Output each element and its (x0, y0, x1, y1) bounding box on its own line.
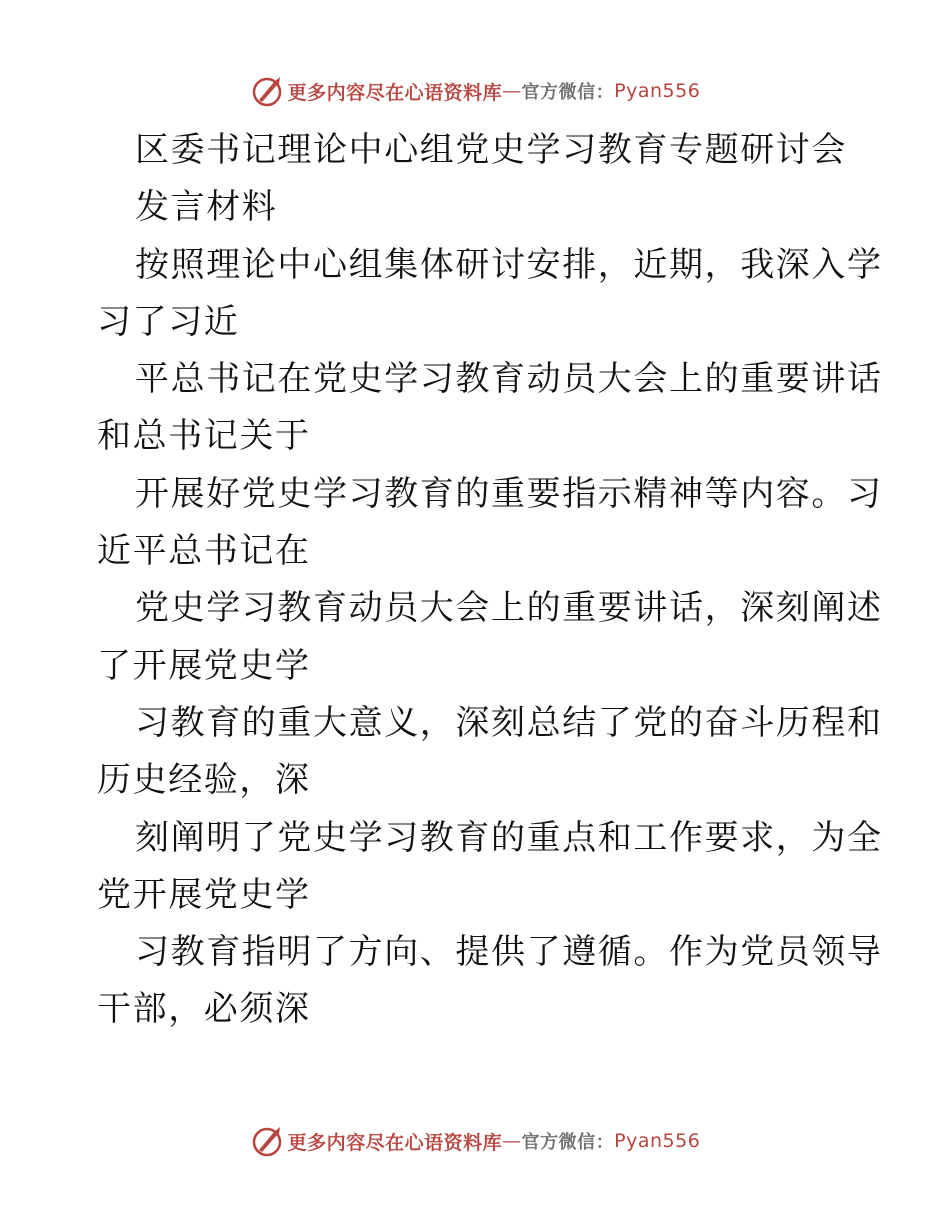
paragraph-line: 平总书记在党史学习教育动员大会上的重要讲话 (135, 359, 883, 400)
paragraph-line: 干部，必须深 (97, 989, 311, 1030)
paragraph-line: 和总书记关于 (97, 416, 311, 457)
paragraph-line: 了开展党史学 (97, 645, 311, 686)
paragraph-line: 习教育的重大意义，深刻总结了党的奋斗历程和 (135, 702, 883, 743)
document-body (97, 122, 883, 1039)
watermark-prefix: 更多内容尽在心语资料库 (287, 1131, 503, 1154)
paragraph-line: 近平总书记在 (97, 531, 311, 572)
paragraph-line: 习了习近 (97, 301, 240, 342)
watermark-account: Pyan556 (614, 1130, 701, 1152)
header-watermark (0, 71, 950, 111)
doc-title-line-1: 区委书记理论中心组党史学习教育专题研讨会 (135, 130, 847, 170)
quill-pen-logo-icon (250, 1124, 284, 1158)
watermark-label: 官方微信： (521, 1132, 615, 1153)
watermark-dash: — (502, 1130, 522, 1152)
paragraph-line: 开展好党史学习教育的重要指示精神等内容。习 (135, 473, 883, 514)
paragraph-line: 按照理论中心组集体研讨安排，近期，我深入学 (135, 244, 883, 285)
paragraph-line: 历史经验，深 (97, 760, 311, 801)
watermark-label: 官方微信： (521, 82, 615, 103)
watermark-account: Pyan556 (614, 80, 701, 102)
watermark-prefix: 更多内容尽在心语资料库 (287, 81, 503, 104)
watermark-dash: — (502, 80, 522, 102)
footer-watermark (0, 1121, 950, 1161)
quill-pen-logo-icon (250, 74, 284, 108)
paragraph-line: 刻阐明了党史学习教育的重点和工作要求，为全 (135, 817, 883, 858)
paragraph-line: 习教育指明了方向、提供了遵循。作为党员领导 (135, 932, 883, 973)
doc-title-line-2: 发言材料 (135, 187, 278, 228)
paragraph-line: 党史学习教育动员大会上的重要讲话，深刻阐述 (135, 588, 883, 629)
paragraph-line: 党开展党史学 (97, 874, 311, 915)
